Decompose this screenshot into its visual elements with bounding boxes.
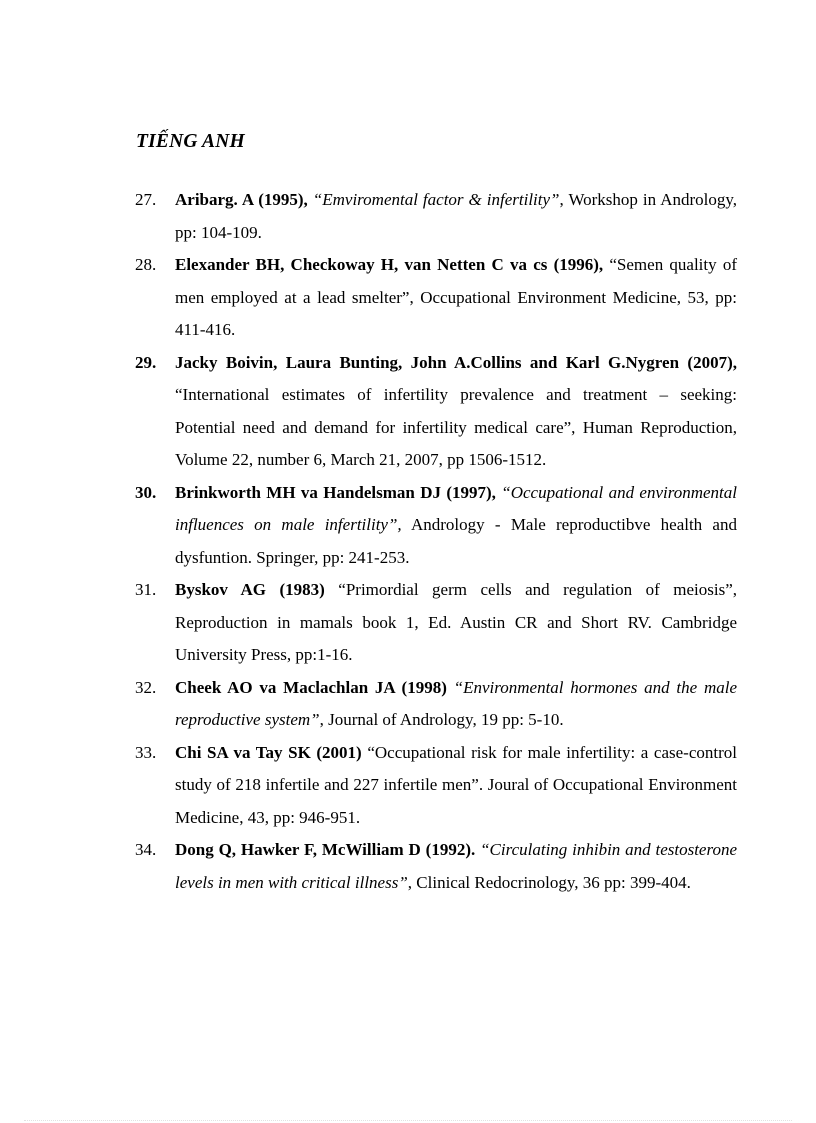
reference-text <box>175 249 737 347</box>
reference-item-27 <box>0 184 816 249</box>
reference-text <box>175 184 737 249</box>
reference-item-33 <box>0 737 816 835</box>
reference-text <box>175 574 737 672</box>
reference-title: “International estimates of infertility prevalence and treatment – seeking: Potential need and demand for infertility medical care”, Human Reproduction, Volume 22, number 6, March 21, 2007, pp 1506-1512. <box>175 385 737 469</box>
reference-text <box>175 834 737 899</box>
reference-title: “Environmental hormones and the male reproductive system” <box>175 677 737 729</box>
reference-number: 28. <box>135 255 157 274</box>
reference-number: 33. <box>135 742 157 762</box>
reference-source: Andrology - Male reproductibve health and dysfuntion. Springer, pp: 241-253. <box>175 515 737 567</box>
reference-item-29 <box>0 347 816 477</box>
reference-authors: Brinkworth MH va Handelsman DJ (1997), <box>175 482 496 502</box>
reference-text <box>175 347 737 477</box>
reference-number: 31. <box>135 580 157 599</box>
section-heading: TIẾNG ANH <box>136 131 245 152</box>
reference-item-32 <box>0 672 816 737</box>
reference-title: “Primordial germ cells and regulation of meiosis”, Reproduction in mamals book 1, Ed. Austin CR and Short RV. Cambridge University Press, pp:1-16. <box>175 580 737 664</box>
reference-authors: Chi SA va Tay SK (2001) <box>175 742 362 762</box>
reference-number: 27. <box>135 190 157 209</box>
reference-item-30 <box>0 477 816 575</box>
reference-authors: Elexander BH, Checkoway H, van Netten C va cs (1996), <box>175 255 604 274</box>
reference-title: “Emviromental factor & infertility” <box>312 190 560 209</box>
reference-title: “Semen quality of men employed at a lead smelter”, Occupational Environment Medicine, 53, pp: 411-416. <box>175 255 738 339</box>
reference-source: , Clinical Redocrinology, 36 pp: 399-404. <box>407 872 691 892</box>
reference-authors: Aribarg. A (1995), <box>175 190 308 209</box>
reference-list <box>0 184 816 899</box>
reference-text <box>175 477 737 575</box>
reference-source: , Workshop in Andrology, pp: 104-109. <box>175 190 738 242</box>
reference-text <box>175 737 737 835</box>
reference-item-34 <box>0 834 816 899</box>
reference-authors: Jacky Boivin, Laura Bunting, John A.Collins and Karl G.Nygren (2007), <box>175 352 737 372</box>
reference-number: 32. <box>135 677 157 697</box>
reference-title: “Circulating inhibin and testosterone levels in men with critical illness” <box>175 840 737 892</box>
reference-text <box>175 672 737 737</box>
reference-source: , Journal of Andrology, 19 pp: 5-10. <box>319 710 564 729</box>
reference-number: 30. <box>135 482 157 502</box>
reference-number: 34. <box>135 840 157 859</box>
reference-authors: Dong Q, Hawker F, McWilliam D (1992). <box>175 840 476 859</box>
page-bottom-divider <box>24 1120 792 1121</box>
reference-item-31 <box>0 574 816 672</box>
reference-number: 29. <box>135 352 157 372</box>
reference-title: “Occupational and environmental influences on male infertility”, <box>175 482 737 534</box>
reference-authors: Cheek AO va Maclachlan JA (1998) <box>175 677 447 697</box>
reference-item-28 <box>0 249 816 347</box>
reference-authors: Byskov AG (1983) <box>175 580 325 599</box>
reference-title: “Occupational risk for male infertility: a case-control study of 218 infertile and 227 infertile men”. Joural of Occupational Environment Medicine, 43, pp: 946-951. <box>175 742 737 827</box>
